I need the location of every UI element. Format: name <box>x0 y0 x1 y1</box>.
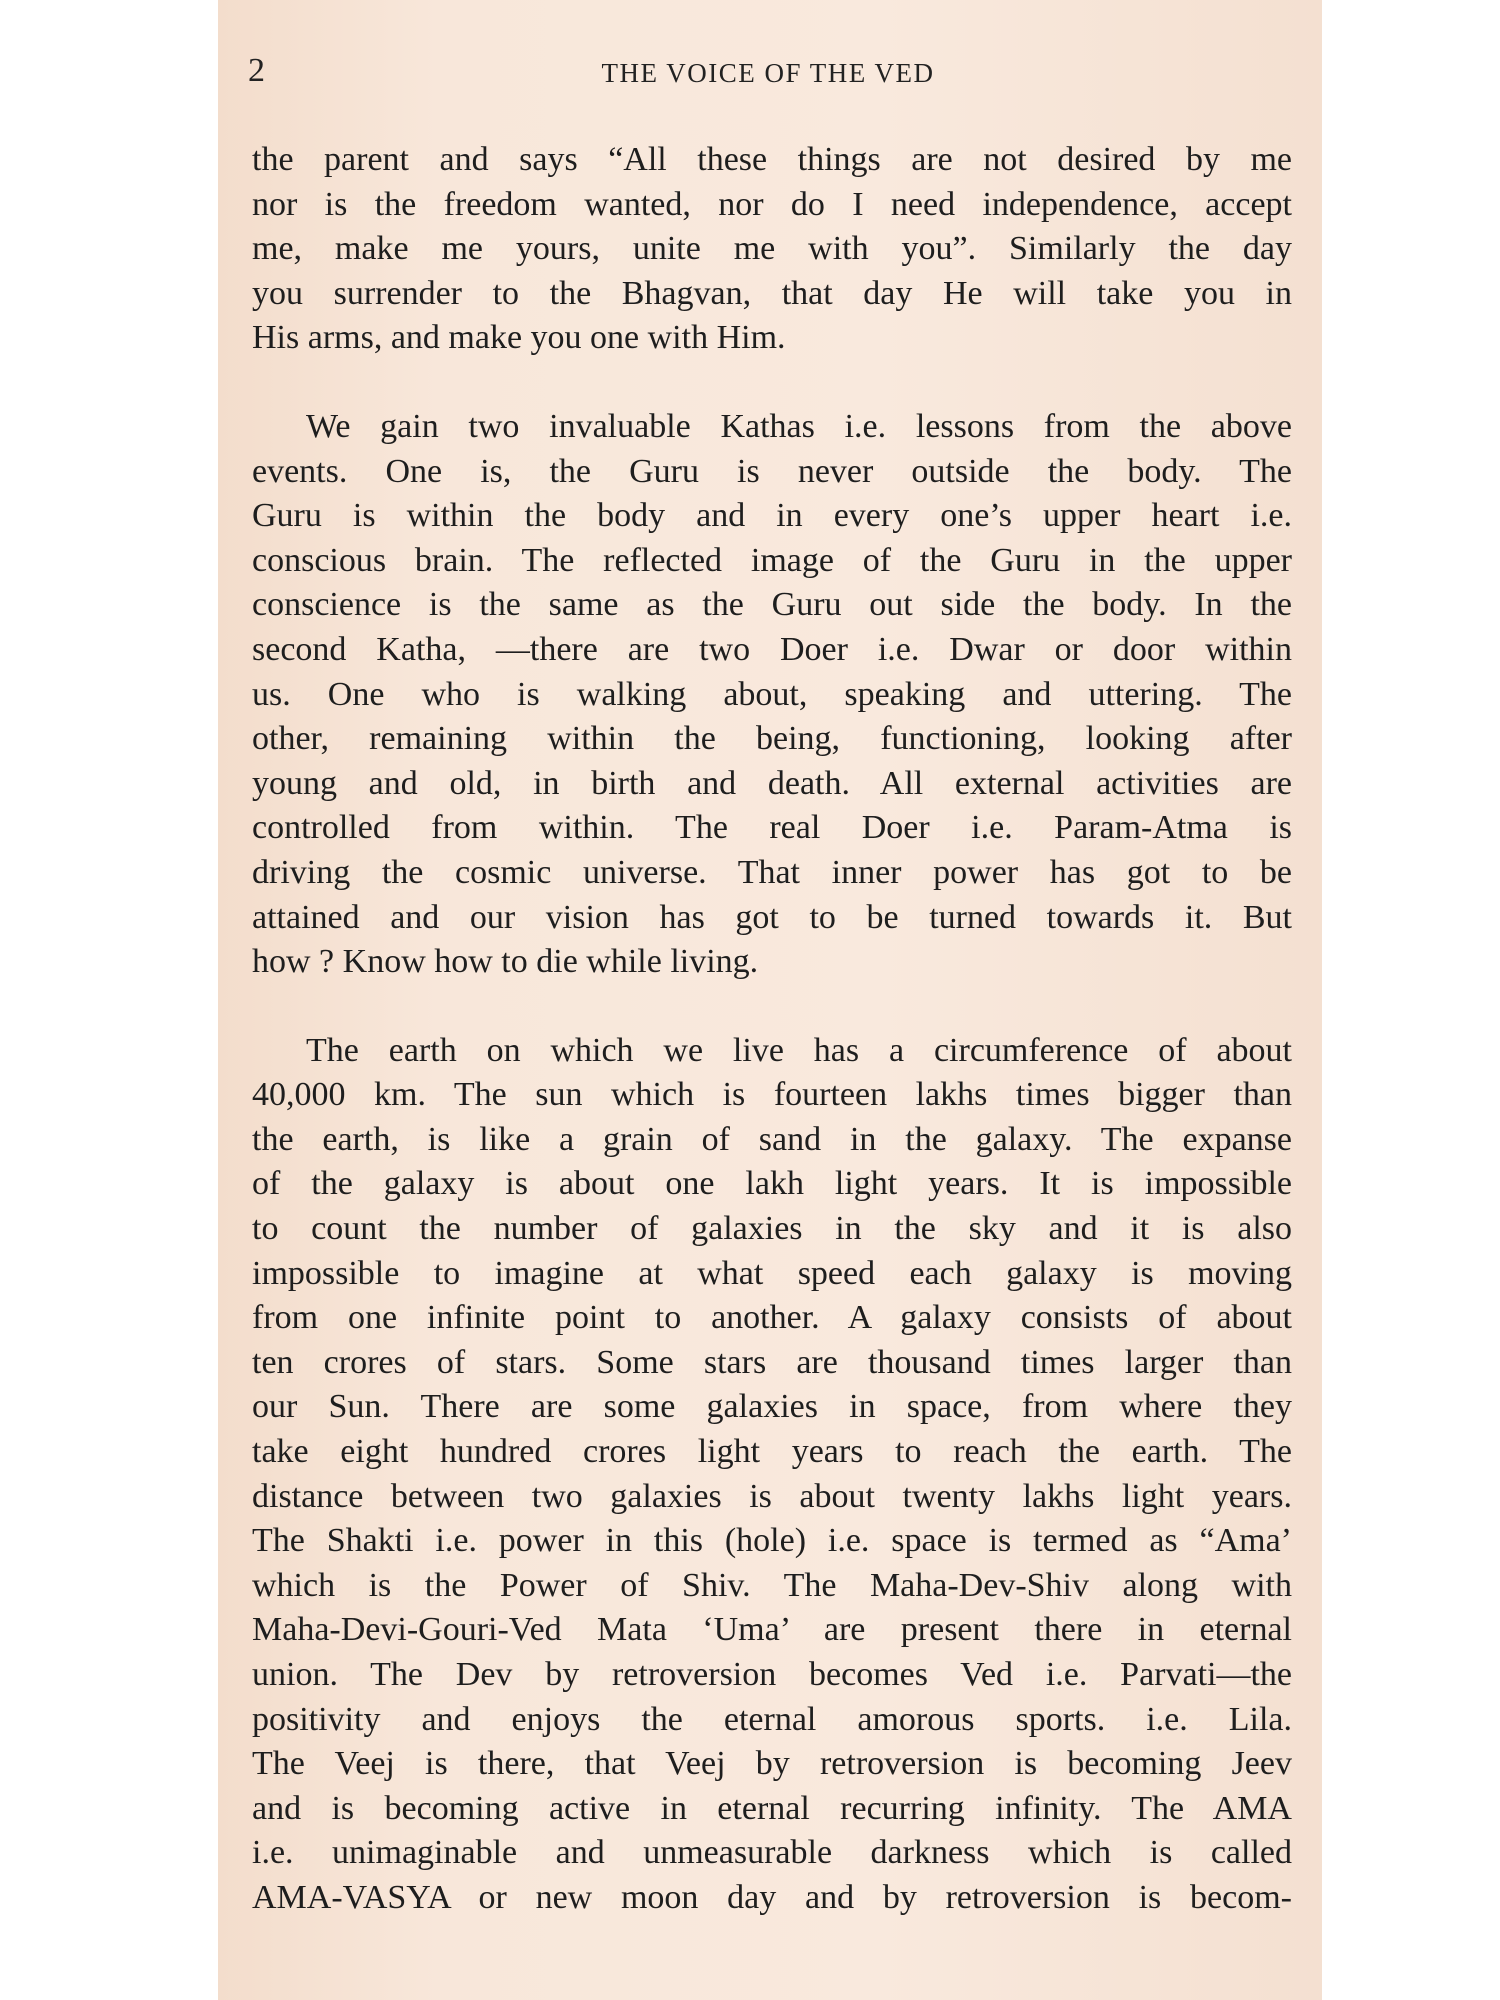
text-line: the parent and says “All these things are not desired by me <box>252 141 1292 178</box>
text-line: other, remaining within the being, functioning, looking after <box>252 720 1292 758</box>
text-line: me, make me yours, unite me with you”. Similarly the day <box>252 230 1292 268</box>
text-line: take eight hundred crores light years to reach the earth. The <box>252 1433 1292 1471</box>
paragraph-3 <box>252 1029 1292 1921</box>
text-line: The Shakti i.e. power in this (hole) i.e. space is termed as “Ama’ <box>252 1522 1292 1560</box>
text-line: second Katha, —there are two Doer i.e. Dwar or door within <box>252 630 1292 668</box>
text-line: Guru is within the body and in every one’s upper heart i.e. <box>252 497 1292 535</box>
body-text <box>252 138 1292 1965</box>
text-line: which is the Power of Shiv. The Maha-Dev-Shiv along with <box>252 1566 1292 1604</box>
text-line: driving the cosmic universe. That inner power has got to be <box>252 853 1292 891</box>
text-line: nor is the freedom wanted, nor do I need independence, accept <box>252 185 1292 223</box>
text-line: controlled from within. The real Doer i.e. Param-Atma is <box>252 809 1292 847</box>
text-line: how ? Know how to die while living. <box>252 943 759 981</box>
text-line: and is becoming active in eternal recurring infinity. The AMA <box>252 1789 1292 1827</box>
text-line: from one infinite point to another. A galaxy consists of about <box>252 1299 1292 1337</box>
text-line: attained and our vision has got to be turned towards it. But <box>252 898 1292 936</box>
text-line: conscious brain. The reflected image of the Guru in the upper <box>252 541 1292 579</box>
text-line: you surrender to the Bhagvan, that day He will take you in <box>252 274 1292 312</box>
text-line: AMA-VASYA or new moon day and by retroversion is becom- <box>252 1878 1292 1916</box>
text-line: us. One who is walking about, speaking and uttering. The <box>252 675 1292 713</box>
text-line: to count the number of galaxies in the sky and it is also <box>252 1210 1292 1248</box>
text-line: i.e. unimaginable and unmeasurable darkness which is called <box>252 1834 1292 1872</box>
running-title: THE VOICE OF THE VED <box>601 58 935 88</box>
text-line: impossible to imagine at what speed each galaxy is moving <box>252 1254 1292 1292</box>
text-line: His arms, and make you one with Him. <box>252 319 786 357</box>
text-line: positivity and enjoys the eternal amorous sports. i.e. Lila. <box>252 1700 1292 1738</box>
text-line: our Sun. There are some galaxies in space, from where they <box>252 1388 1292 1426</box>
text-line: union. The Dev by retroversion becomes Ved i.e. Parvati—the <box>252 1656 1292 1693</box>
text-line: Maha-Devi-Gouri-Ved Mata ‘Uma’ are present there in eternal <box>252 1611 1292 1649</box>
text-line: ten crores of stars. Some stars are thousand times larger than <box>252 1343 1292 1381</box>
paragraph-1 <box>252 138 1292 361</box>
text-line: 40,000 km. The sun which is fourteen lakhs times bigger than <box>252 1076 1292 1114</box>
text-line: young and old, in birth and death. All external activities are <box>252 764 1292 802</box>
text-line: The Veej is there, that Veej by retroversion is becoming Jeev <box>252 1745 1292 1783</box>
page-header <box>248 52 1288 92</box>
text-line: conscience is the same as the Guru out side the body. In the <box>252 586 1292 624</box>
text-line: We gain two invaluable Kathas i.e. lessons from the above <box>306 407 1292 445</box>
text-line: The earth on which we live has a circumference of about <box>306 1031 1292 1069</box>
text-line: distance between two galaxies is about twenty lakhs light years. <box>252 1477 1292 1515</box>
text-line: the earth, is like a grain of sand in the galaxy. The expanse <box>252 1120 1292 1158</box>
book-page <box>218 0 1322 2000</box>
page-number: 2 <box>248 52 265 89</box>
paragraph-2 <box>252 405 1292 985</box>
text-line: of the galaxy is about one lakh light years. It is impossible <box>252 1165 1292 1203</box>
text-line: events. One is, the Guru is never outside the body. The <box>252 452 1292 490</box>
